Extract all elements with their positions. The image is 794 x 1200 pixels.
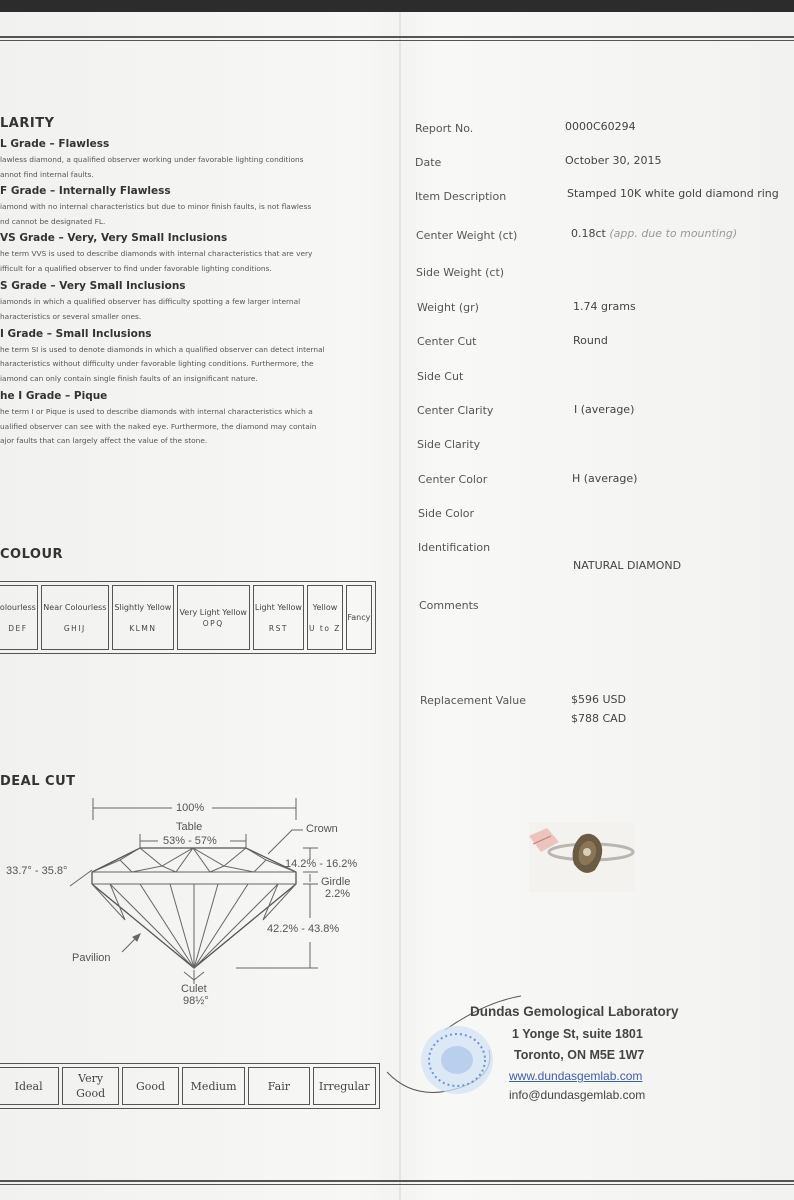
colour-grade-cell [177,585,250,650]
date-label: Date [415,156,442,169]
center-clarity-label: Center Clarity [417,404,494,417]
lab-website-link[interactable]: www.dundasgemlab.com [509,1069,643,1083]
item-description-value: Stamped 10K white gold diamond ring [567,187,779,200]
grade-text-line: he term SI is used to denote diamonds in which a qualified observer can detect internal [0,345,325,354]
colour-grade-letters: KLMN [129,623,157,633]
side-clarity-label: Side Clarity [417,438,481,451]
comments-label: Comments [419,599,479,612]
grade-text-line: ualified observer can see with the naked eye. Furthermore, the diamond may contain [0,422,317,431]
cut-grade-cell: Very Good [62,1067,119,1105]
center-weight-label: Center Weight (ct) [416,229,518,242]
colour-grade-letters: RST [268,623,288,633]
crown-angle-leader [70,870,92,886]
pavilion-facet [110,884,194,968]
center-color-value: H (average) [572,472,638,485]
colour-title: COLOUR [0,547,64,562]
table-label: Table [176,821,203,833]
date-value: October 30, 2015 [565,154,662,167]
replacement-value-usd: $596 USD [571,693,626,706]
culet-value-label: 98½° [183,995,209,1007]
clarity-title: LARITY [0,116,55,131]
side-cut-label: Side Cut [417,370,464,383]
report-no-value: 0000C60294 [565,120,636,133]
replacement-value-label: Replacement Value [420,694,526,707]
lab-address-line1: 1 Yonge St, suite 1801 [512,1027,643,1041]
grade-heading: VS Grade – Very, Very Small Inclusions [0,232,228,244]
colour-grade-letters: U to Z [309,623,341,633]
center-cut-label: Center Cut [417,335,477,348]
ideal-cut-title: DEAL CUT [0,774,76,789]
top-border-rule [0,36,794,41]
grade-text-line: iamond can only contain single finish faults of an insignificant nature. [0,374,258,383]
pavilion-facet [263,884,296,920]
replacement-value-cad: $788 CAD [571,712,627,725]
center-weight-note: (app. due to mounting) [609,227,738,240]
cut-grade-cell: Good [122,1067,179,1105]
grade-heading: S Grade – Very Small Inclusions [0,280,186,292]
crown-leader [268,830,303,854]
lab-name: Dundas Gemological Laboratory [470,1004,679,1019]
grade-text-line: nd cannot be designated FL. [0,217,106,226]
identification-value: NATURAL DIAMOND [573,559,682,572]
report-no-label: Report No. [415,122,474,135]
colour-grade-cell [112,585,174,650]
crown-height-label: 14.2% - 16.2% [285,858,358,870]
center-cut-value: Round [573,334,608,347]
colour-grade-name: Very Light Yellow [179,607,247,617]
grade-text-line: iamond with no internal characteristics but due to minor finish faults, is not flawless [0,202,312,211]
pavilion-depth-label: 42.2% - 43.8% [267,923,340,935]
center-color-label: Center Color [418,473,488,486]
colour-grade-cell [41,585,109,650]
ring-photo [529,822,635,892]
lab-address-line2: Toronto, ON M5E 1W7 [514,1048,645,1062]
cut-grade-cell: Ideal [0,1067,59,1105]
lab-email[interactable]: info@dundasgemlab.com [509,1088,646,1102]
colour-grade-cell [253,585,305,650]
grade-text-line: haracteristics without difficulty under favorable lighting conditions. Furthermore, the [0,359,314,368]
pavilion-facet [92,884,125,920]
seal-center [441,1046,473,1074]
table-range-label: 53% - 57% [163,835,217,847]
girdle-label: Girdle [321,876,351,888]
grade-text-line: he term I or Pique is used to describe diamonds with internal characteristics which a [0,407,313,416]
cut-grade-cell: Medium [182,1067,245,1105]
pavilion-facet [194,884,278,968]
center-clarity-value: I (average) [574,403,635,416]
side-weight-label: Side Weight (ct) [416,266,505,279]
center-weight-amount: 0.18ct [571,227,606,240]
weight-gr-label: Weight (gr) [417,301,479,314]
crown-facets [120,848,266,872]
total-width-label: 100% [176,802,205,814]
colour-grade-name: Light Yellow [254,602,302,612]
grade-text-line: haracteristics or several smaller ones. [0,312,142,321]
grade-heading: I Grade – Small Inclusions [0,328,152,340]
grade-text-line: ifficult for a qualified observer to find under favorable lighting conditions. [0,264,272,273]
grade-heading: F Grade – Internally Flawless [0,185,171,197]
pavilion-facet [194,884,248,968]
girdle-value-label: 2.2% [325,888,351,900]
colour-grade-name: Yellow [312,602,338,612]
crown-angle-label: 33.7° - 35.8° [6,865,68,877]
colour-grade-name: Slightly Yellow [114,602,172,612]
culet-label: Culet [181,983,207,995]
grade-text-line: ajor faults that can largely affect the value of the stone. [0,436,208,445]
cut-grade-cell: Fair [248,1067,309,1105]
grade-heading: L Grade – Flawless [0,138,110,150]
colour-grade-letters: OPQ [202,618,224,628]
colour-grade-letters: GHIJ [63,623,86,633]
side-color-label: Side Color [418,507,475,520]
grade-heading: he I Grade – Pique [0,390,108,402]
center-stone [583,848,591,856]
colour-grade-cell [0,585,38,650]
colour-grade-cell [307,585,343,650]
weight-gr-value: 1.74 grams [573,300,636,313]
colour-grade-letters: DEF [8,623,28,633]
item-description-label: Item Description [415,190,507,203]
cut-grade-scale [0,1063,380,1109]
identification-label: Identification [418,541,491,554]
colour-grade-name: Fancy [347,613,371,622]
center-weight-value [571,227,737,240]
grade-text-line: lawless diamond, a qualified observer working under favorable lighting conditions [0,155,304,164]
grade-text-line: he term VVS is used to describe diamonds with internal characteristics that are very [0,249,313,258]
crown-label: Crown [306,823,338,835]
colour-grade-name: Near Colourless [43,602,107,612]
grade-text-line: iamonds in which a qualified observer has difficulty spotting a few larger internal [0,297,301,306]
grade-text-line: annot find internal faults. [0,170,94,179]
cut-grade-cell: Irregular [313,1067,376,1105]
bottom-border-rule [0,1180,794,1185]
pavilion-label: Pavilion [72,952,111,964]
colour-scale [0,581,376,654]
pavilion-facet [140,884,194,968]
colour-grade-name: olourless [0,602,36,612]
colour-grade-cell [346,585,372,650]
